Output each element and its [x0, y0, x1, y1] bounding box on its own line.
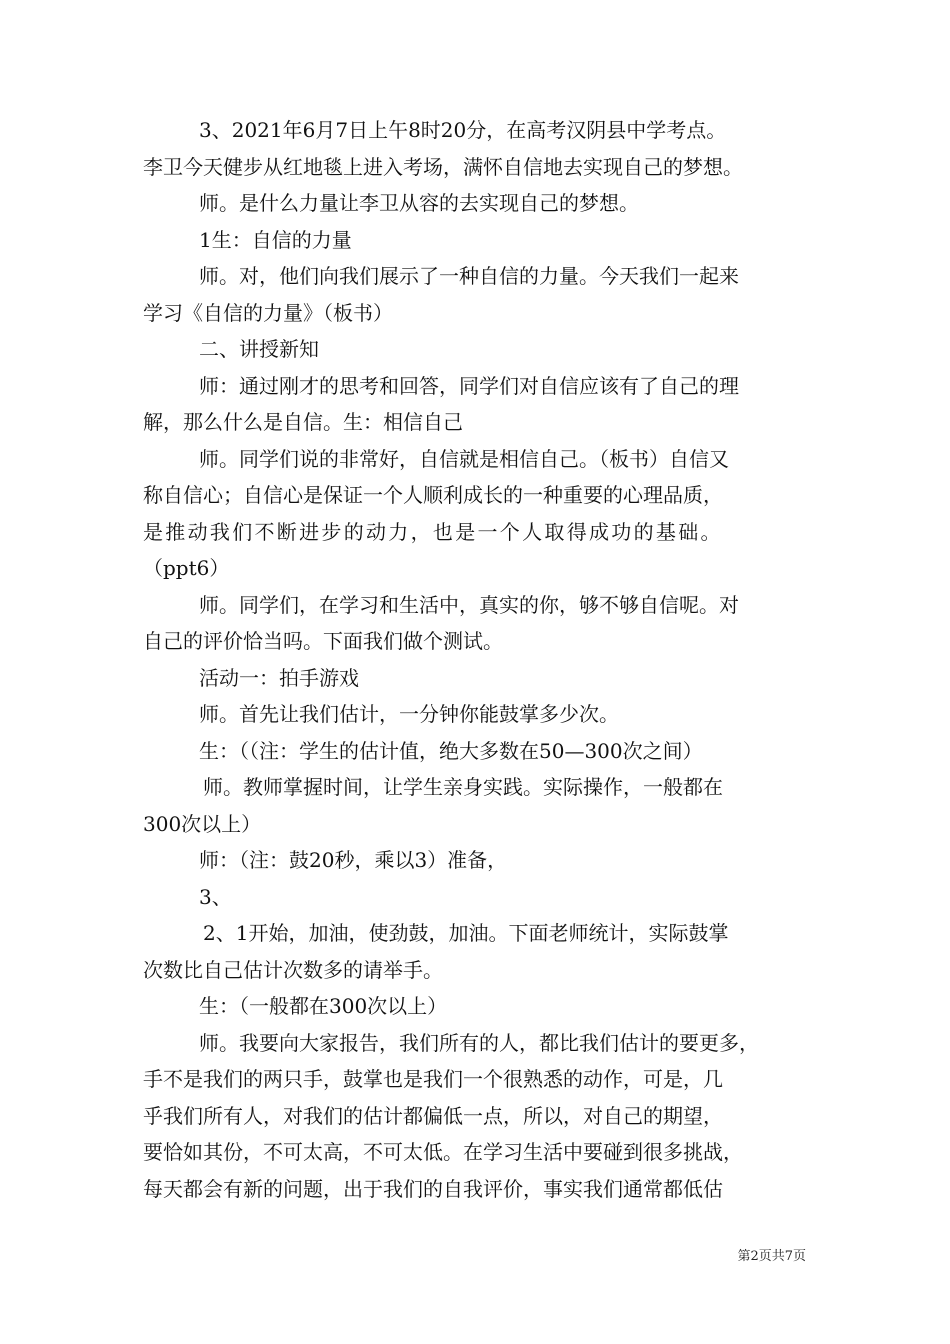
paragraph-line: 师：（注：鼓20秒，乘以3）准备， — [199, 848, 508, 872]
paragraph-line: 次数比自己估计次数多的请举手。 — [143, 957, 443, 982]
paragraph-line: 要恰如其份，不可太高，不可太低。在学习生活中要碰到很多挑战， — [143, 1140, 743, 1164]
paragraph-line: 师。我要向大家报告，我们所有的人，都比我们估计的要更多， — [199, 1030, 759, 1055]
page-number: 第2页共7页 — [737, 1249, 806, 1264]
paragraph-line: 李卫今天健步从红地毯上进入考场，满怀自信地去实现自己的梦想。 — [143, 154, 743, 179]
paragraph-line: 解，那么什么是自信。生：相信自己 — [143, 410, 463, 434]
document-body — [143, 112, 813, 1207]
paragraph-line: 师。是什么力量让李卫从容的去实现自己的梦想。 — [199, 191, 639, 215]
paragraph-line: 师。首先让我们估计，一分钟你能鼓掌多少次。 — [199, 702, 619, 726]
paragraph-line: 乎我们所有人，对我们的估计都偏低一点，所以，对自己的期望， — [143, 1103, 723, 1128]
paragraph-line: 1生：自信的力量 — [199, 227, 352, 252]
paragraph-line: 3、 — [199, 884, 232, 909]
paragraph-line: 手不是我们的两只手，鼓掌也是我们一个很熟悉的动作，可是，几 — [143, 1067, 723, 1091]
paragraph-line: 师。同学们说的非常好，自信就是相信自己。（板书）自信又 — [199, 446, 729, 471]
paragraph-line: 师：通过刚才的思考和回答，同学们对自信应该有了自己的理 — [199, 373, 739, 398]
paragraph-line: 3、2021年6月7日上午8时20分，在高考汉阴县中学考点。 — [199, 118, 727, 142]
paragraph-line: 师。对，他们向我们展示了一种自信的力量。今天我们一起来 — [199, 264, 739, 288]
paragraph-line: 师。同学们，在学习和生活中，真实的你，够不够自信呢。对 — [199, 592, 739, 617]
paragraph-line: 2、1开始，加油，使劲鼓，加油。下面老师统计，实际鼓掌 — [203, 921, 729, 945]
activity-heading: 活动一：拍手游戏 — [199, 665, 359, 690]
paragraph-line: 300次以上） — [143, 811, 262, 836]
paragraph-line: 生：（（注：学生的估计值，绝大多数在50—300次之间） — [199, 738, 703, 763]
paragraph-line: 师。教师掌握时间，让学生亲身实践。实际操作，一般都在 — [203, 775, 723, 799]
paragraph-line: 是推动我们不断进步的动力，也是一个人取得成功的基础。 — [143, 519, 723, 544]
paragraph-line: （ppt6） — [143, 556, 230, 580]
section-heading: 二、讲授新知 — [199, 337, 319, 361]
paragraph-line: 生：（一般都在300次以上） — [199, 994, 448, 1018]
paragraph-line: 每天都会有新的问题，出于我们的自我评价，事实我们通常都低估 — [143, 1176, 723, 1201]
paragraph-line: 称自信心；自信心是保证一个人顺利成长的一种重要的心理品质， — [143, 483, 723, 507]
paragraph-line: 学习《自信的力量》（板书） — [143, 300, 393, 325]
paragraph-line: 自己的评价恰当吗。下面我们做个测试。 — [143, 629, 503, 653]
